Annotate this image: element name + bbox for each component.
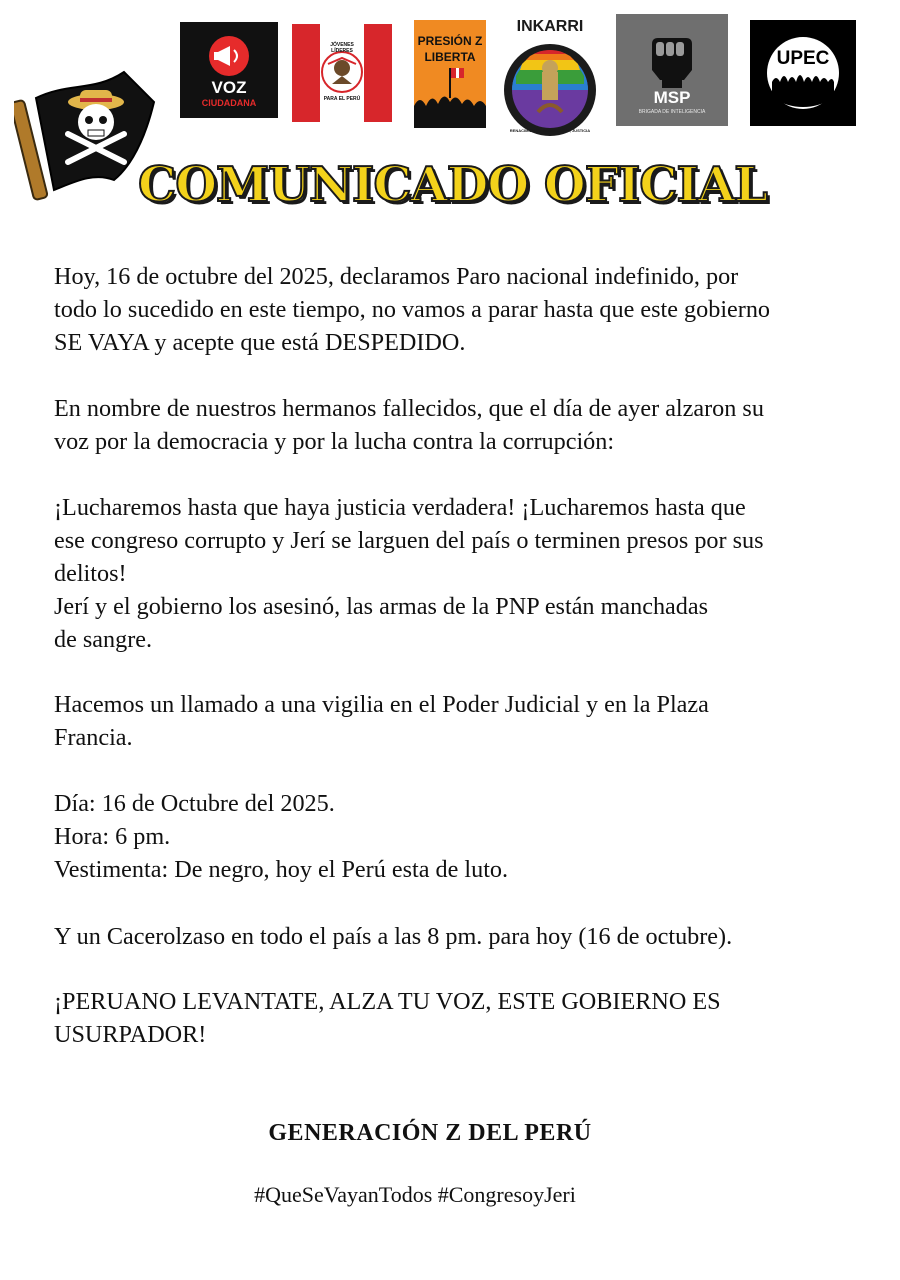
paragraph-event-details — [54, 787, 874, 886]
paragraph-closing-call — [54, 985, 874, 1051]
inkarri-name: INKARRI — [516, 18, 584, 35]
text-line: En nombre de nuestros hermanos fallecidos, que el día de ayer alzaron su — [54, 395, 764, 422]
paragraph-justice — [54, 491, 874, 656]
inkarri-motto: RENACIMIENTO, RESISTENCIA, JUSTICIA — [509, 128, 591, 133]
text-line: todo lo sucedido en este tiempo, no vamos a parar hasta que este gobierno — [54, 296, 771, 323]
paragraph-fallen-brothers — [54, 392, 874, 458]
text-line: Vestimenta: De negro, hoy el Perú esta de luto. — [54, 856, 509, 883]
text-line: Francia. — [54, 724, 133, 751]
text-line: SE VAYA y acepte que está DESPEDIDO. — [54, 329, 466, 356]
msp-name: MSP — [653, 88, 691, 107]
voz-ciudadana-subtitle: CIUDADANA — [201, 98, 257, 108]
text-line: Hora: 6 pm. — [54, 823, 171, 850]
msp-logo — [616, 14, 728, 126]
jovenes-lideres-logo — [292, 24, 392, 122]
text-line: Hoy, 16 de octubre del 2025, declaramos Paro nacional indefinido, por — [54, 263, 739, 290]
signature: GENERACIÓN Z DEL PERÚ — [268, 1120, 592, 1146]
text-line: Día: 16 de Octubre del 2025. — [54, 790, 335, 817]
page-title: COMUNICADO OFICIAL — [138, 157, 767, 213]
jovenes-lideres-top-text: JÓVENES LÍDERES — [330, 42, 354, 54]
jovenes-lideres-bottom-text: PARA EL PERÚ — [323, 96, 361, 102]
upec-name: UPEC — [776, 48, 830, 69]
presion-z-line2: LIBERTA — [424, 50, 476, 64]
text-line: USURPADOR! — [54, 1021, 207, 1048]
text-line: ¡Lucharemos hasta que haya justicia verdadera! ¡Lucharemos hasta que — [54, 494, 746, 521]
text-line: Hacemos un llamado a una vigilia en el Poder Judicial y en la Plaza — [54, 691, 709, 718]
presion-z-logo — [414, 20, 486, 128]
text-line: ¡PERUANO LEVANTATE, ALZA TU VOZ, ESTE GOBIERNO ES — [54, 988, 721, 1015]
paragraph-strike-declaration — [54, 260, 874, 359]
text-line: ese congreso corrupto y Jerí se larguen del país o terminen presos por sus — [54, 527, 764, 554]
text-line: Jerí y el gobierno los asesinó, las armas de la PNP están manchadas — [54, 593, 709, 620]
voz-ciudadana-logo — [180, 22, 278, 118]
text-line: voz por la democracia y por la lucha contra la corrupción: — [54, 428, 615, 455]
text-line: Y un Cacerolzaso en todo el país a las 8 pm. para hoy (16 de octubre). — [54, 923, 733, 950]
upec-logo — [750, 20, 856, 126]
presion-z-line1: PRESIÓN Z — [417, 34, 483, 48]
paragraph-vigil-call — [54, 688, 874, 754]
inkarri-logo — [498, 14, 602, 138]
hashtags: #QueSeVayanTodos #CongresoyJeri — [254, 1182, 576, 1207]
text-line: delitos! — [54, 560, 127, 587]
text-line: de sangre. — [54, 626, 153, 653]
msp-subtitle: BRIGADA DE INTELIGENCIA — [638, 109, 706, 115]
paragraph-cacerolazo — [54, 920, 874, 953]
voz-ciudadana-name: VOZ — [211, 78, 247, 97]
